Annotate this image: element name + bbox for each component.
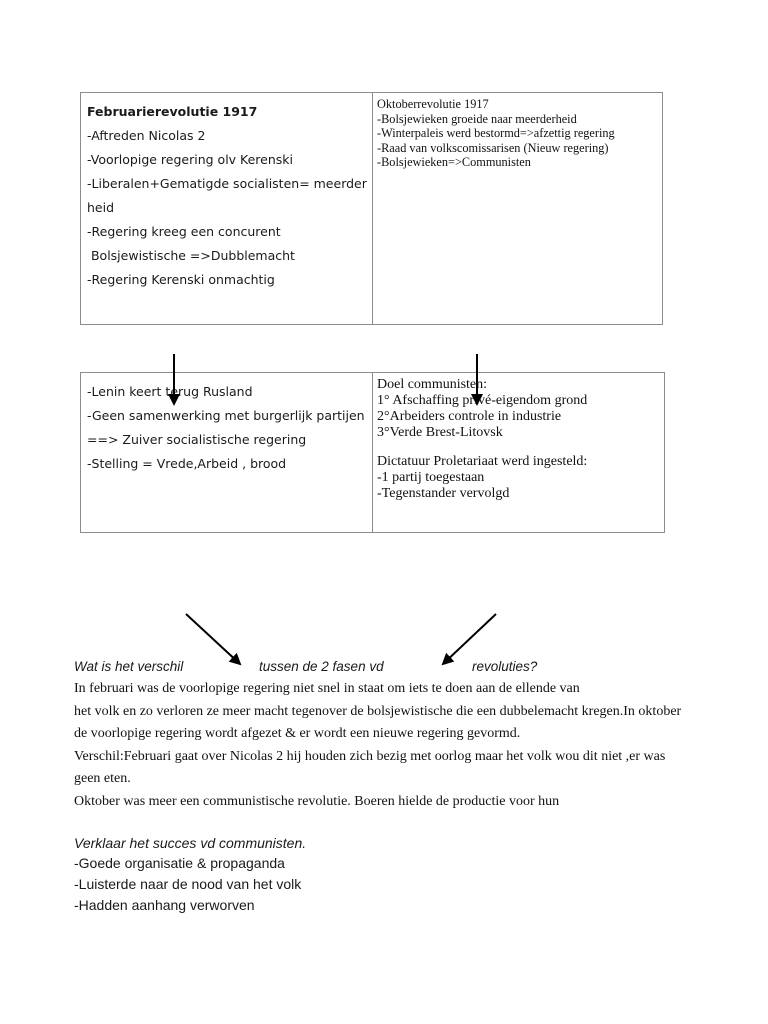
cell-line: 2°Arbeiders controle in industrie [377,409,562,424]
cell-line: 3°Verde Brest-Litovsk [377,425,503,440]
answer-line: Oktober was meer een communistische revolutie. Boeren hielde de productie voor hun [74,793,560,809]
cell-line: 1° Afschaffing privé-eigendom grond [377,393,588,408]
answer-line: de voorlopige regering wordt afgezet & er wordt een nieuwe regering gevormd. [74,726,521,741]
cell-line: Doel communisten: [377,377,488,392]
cell-line: ==> Zuiver socialistische regering [87,432,307,447]
cell-line: -Bolsjewieken groeide naar meerderheid [377,111,577,126]
question-verschil-part1: Wat is het verschil [74,659,184,674]
question-succes: Verklaar het succes vd communisten. [74,835,307,851]
list-item: -Goede organisatie & propaganda [74,855,285,871]
list-item: -Luisterde naar de nood van het volk [74,876,302,892]
answer-verschil [74,678,681,813]
cell-line: -Aftreden Nicolas 2 [87,128,206,143]
cell-line: -Bolsjewieken=>Communisten [377,155,531,169]
cell-title: Februarierevolutie 1917 [87,104,258,119]
question-verschil-part2: tussen de 2 fasen vd [259,659,384,674]
answer-line: In februari was de voorlopige regering niet snel in staat om iets te doen aan de ellende van [74,681,580,696]
cell-line: -Liberalen+Gematigde socialisten= meerder [87,176,367,191]
cell-line: heid [87,200,115,215]
cell-line: Dictatuur Proletariaat werd ingesteld: [377,454,588,469]
list-item: -Hadden aanhang verworven [74,897,255,913]
cell-line: -1 partij toegestaan [377,470,485,485]
answer-succes [74,853,301,916]
answer-line: het volk en zo verloren ze meer macht tegenover de bolsjewistische die een dubbelemacht kregen.In oktober [74,703,682,719]
cell-line: -Regering Kerenski onmachtig [87,272,275,287]
cell-line: -Lenin keert terug Rusland [87,384,253,399]
cell-line: -Winterpaleis werd bestormd=>afzettig regering [377,126,615,140]
arrow-diagonal-left [186,614,240,664]
answer-line: geen eten. [74,771,131,786]
cell-line: Bolsjewistische =>Dubblemacht [87,248,295,263]
cell-line: -Raad van volkscomissarisen (Nieuw regering) [377,140,609,155]
cell-line: -Stelling = Vrede,Arbeid , brood [87,456,287,471]
cell-line: -Voorlopige regering olv Kerenski [87,152,293,167]
cell-line: -Regering kreeg een concurent [87,224,281,239]
answer-line: Verschil:Februari gaat over Nicolas 2 hij houden zich bezig met oorlog maar het volk wou dit niet ,er was [74,748,666,764]
arrow-diagonal-right [443,614,496,664]
question-verschil-part3: revoluties? [472,659,538,674]
cell-line: -Tegenstander vervolgd [377,486,510,501]
cell-line: Oktoberrevolutie 1917 [377,97,489,111]
cell-line: -Geen samenwerking met burgerlijk partijen [87,408,365,423]
